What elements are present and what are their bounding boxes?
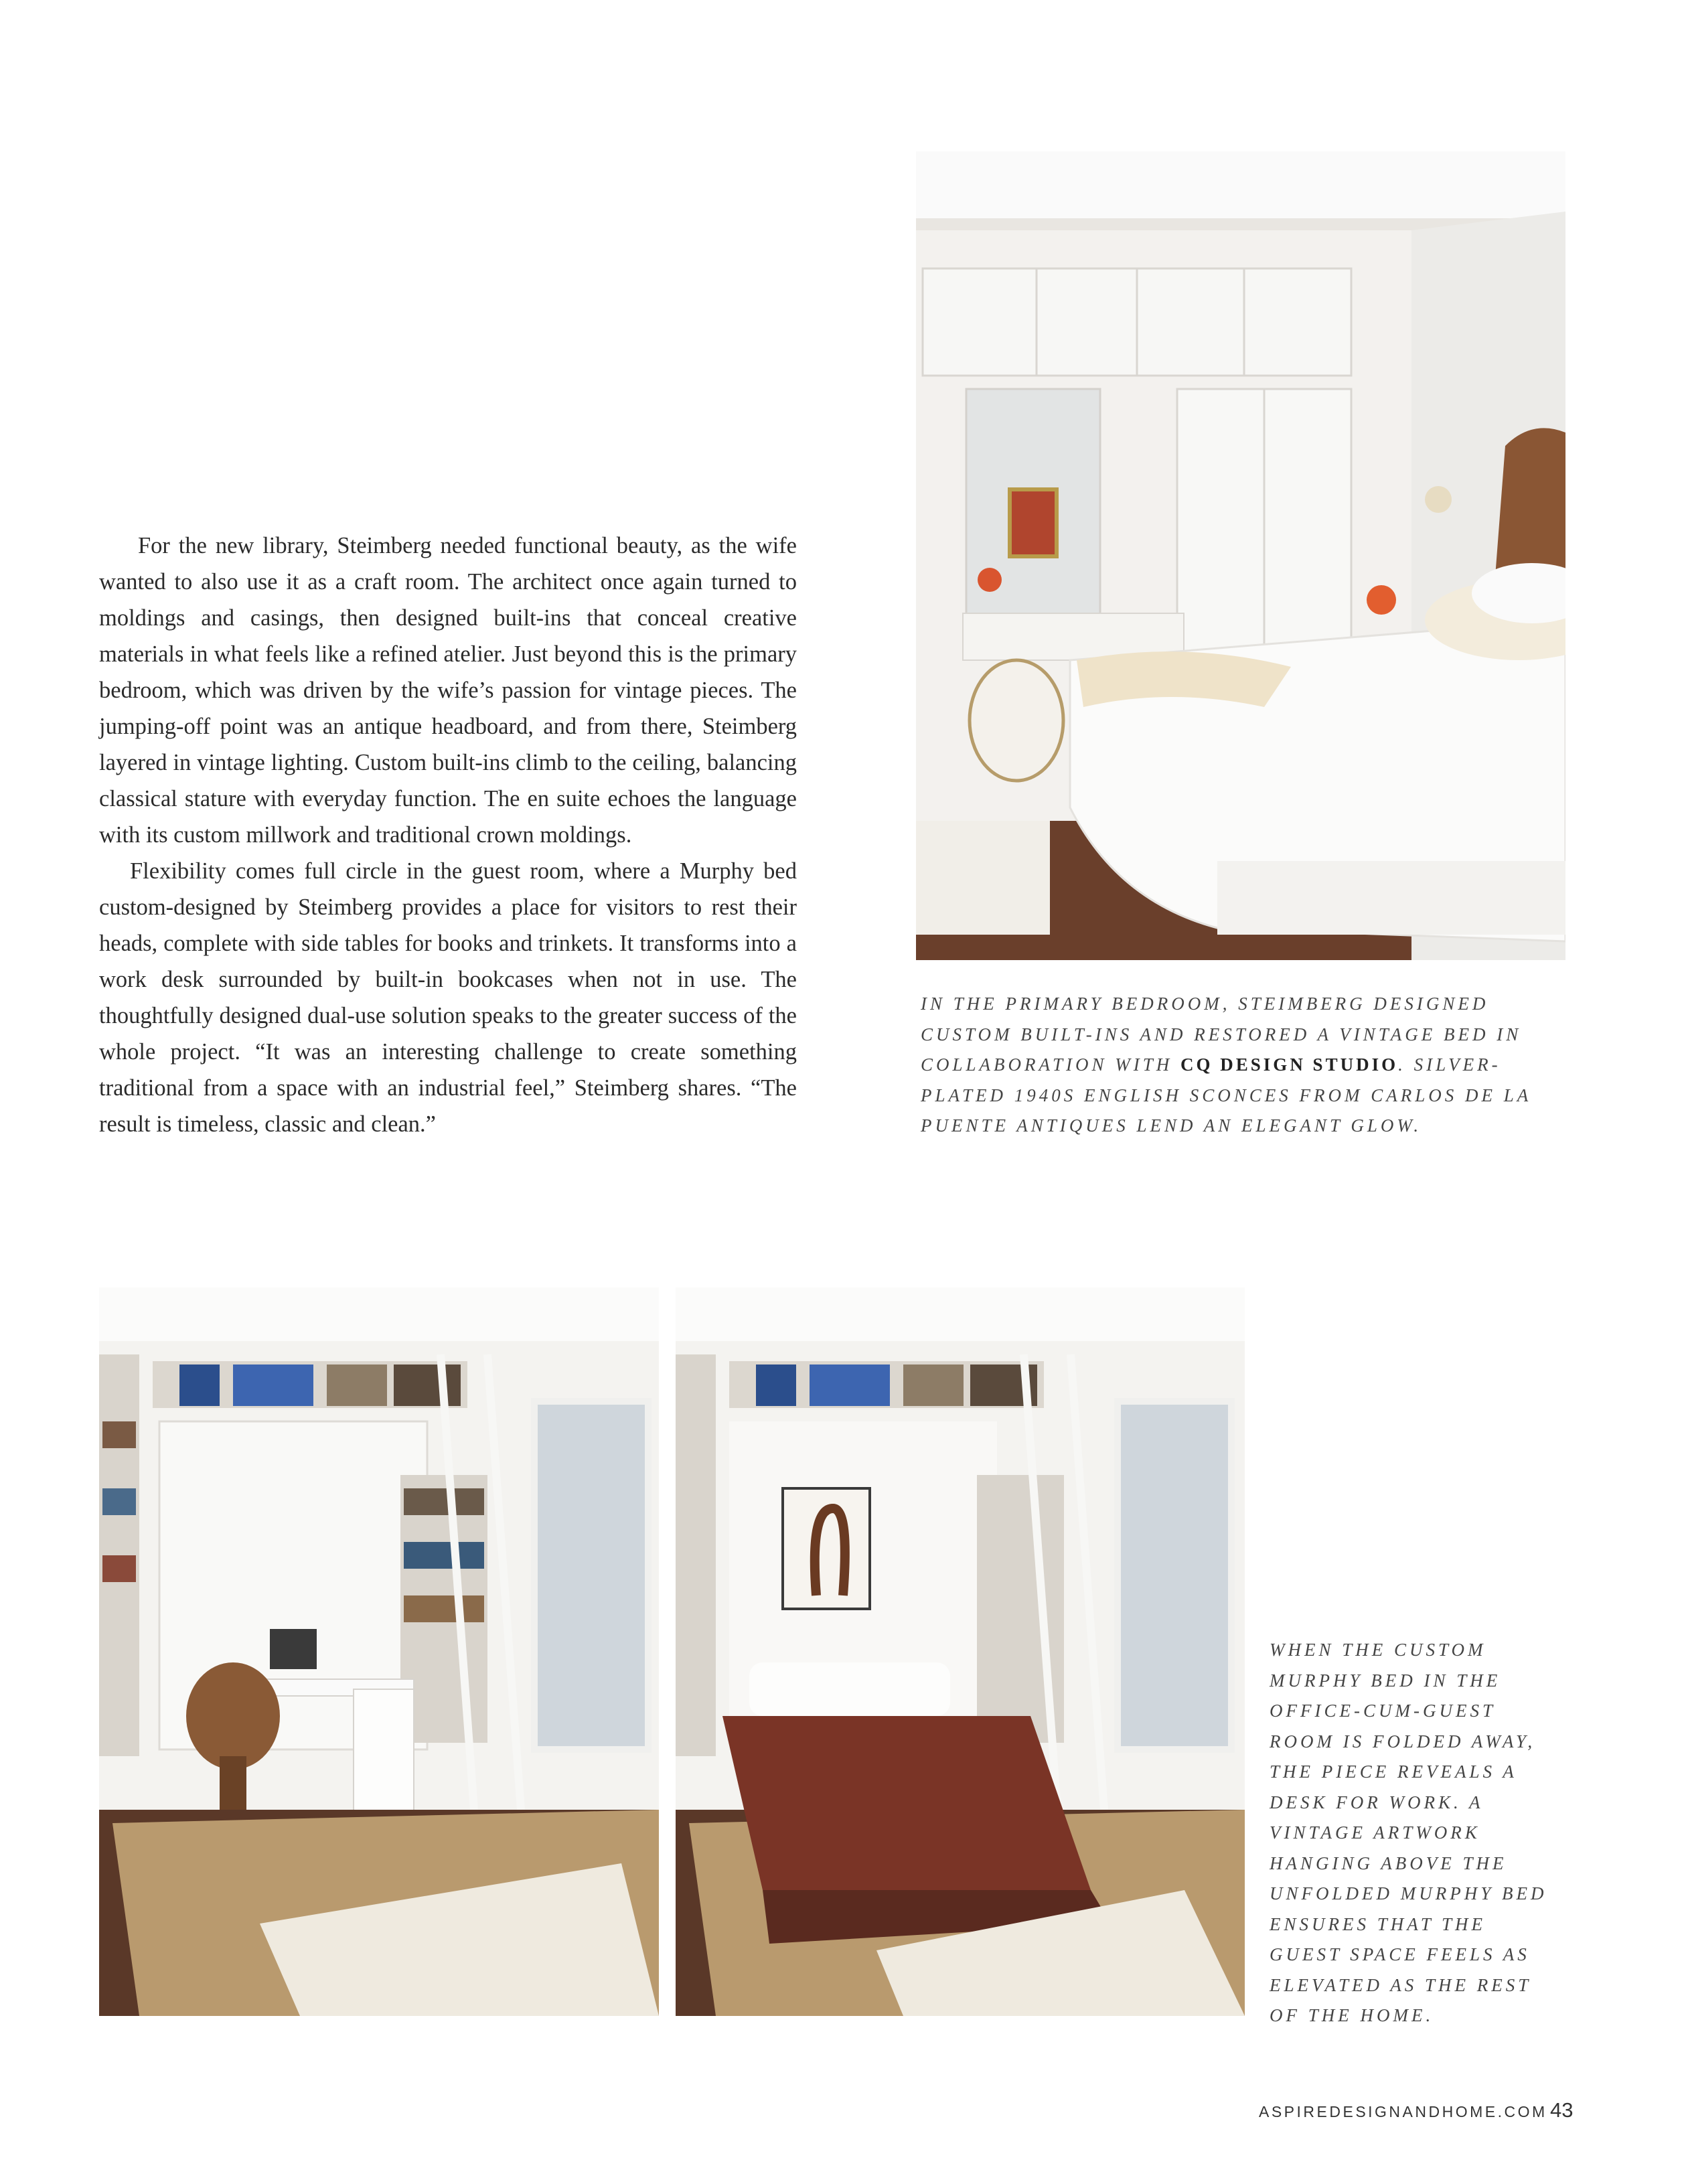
- guest-room-caption: WHEN THE CUSTOM MURPHY BED IN THE OFFICE-CUM-GUEST ROOM IS FOLDED AWAY, THE PIECE REVEALS A DESK FOR WORK. A VINTAGE ARTWORK HANGING ABOVE THE UNFOLDED MURPHY BED ENSURES THAT THE GUEST SPACE FEELS AS ELEVATED AS THE REST OF THE HOME.: [1270, 1640, 1547, 2025]
- caption-text-start: IN THE PRIMARY BEDROOM, STEIMBERG DESIGNED CUSTOM BUILT-INS AND RESTORED A VINTAGE BED IN COLLABORATION WITH: [921, 994, 1522, 1075]
- guest-room-bed-photo: [676, 1288, 1245, 2016]
- body-paragraph-1: For the new library, Steimberg needed functional beauty, as the wife wanted to also use it as a craft room. The architect once again turned to moldings and casings, then designed built-ins that conceal creative materials in what feels like a refined atelier. Just beyond this is the primary bedroom, which was driven by the wife’s passion for vintage pieces. The jumping-off point was an antique headboard, and from there, Steimberg layered in vintage lighting. Custom built-ins climb to the ceiling, balancing classical stature with everyday function. The en suite echoes the language with its custom millwork and traditional crown moldings.: [99, 533, 797, 848]
- caption-credit: CQ DESIGN STUDIO: [1180, 1055, 1399, 1075]
- footer-website: ASPIREDESIGNANDHOME.COM: [1259, 2103, 1547, 2120]
- primary-bedroom-photo: [916, 151, 1565, 960]
- caption-text-end: . SILVER-PLATED 1940S ENGLISH SCONCES FROM CARLOS DE LA PUENTE ANTIQUES LEND AN ELEGANT GLOW.: [921, 1055, 1531, 1136]
- primary-bedroom-caption: [921, 989, 1584, 1142]
- guest-room-desk-photo: [99, 1288, 659, 2016]
- article-body: [99, 528, 797, 1142]
- page-number: 43: [1550, 2098, 1574, 2122]
- body-paragraph-2: Flexibility comes full circle in the guest room, where a Murphy bed custom-designed by Steimberg provides a place for visitors to rest their heads, complete with side tables for books and trinkets. It transforms into a work desk surrounded by built-in bookcases when not in use. The thoughtfully designed dual-use solution speaks to the greater success of the whole project. “It was an interesting challenge to create something traditional from a space with an industrial feel,” Steimberg shares. “The result is timeless, classic and clean.”: [99, 858, 797, 1137]
